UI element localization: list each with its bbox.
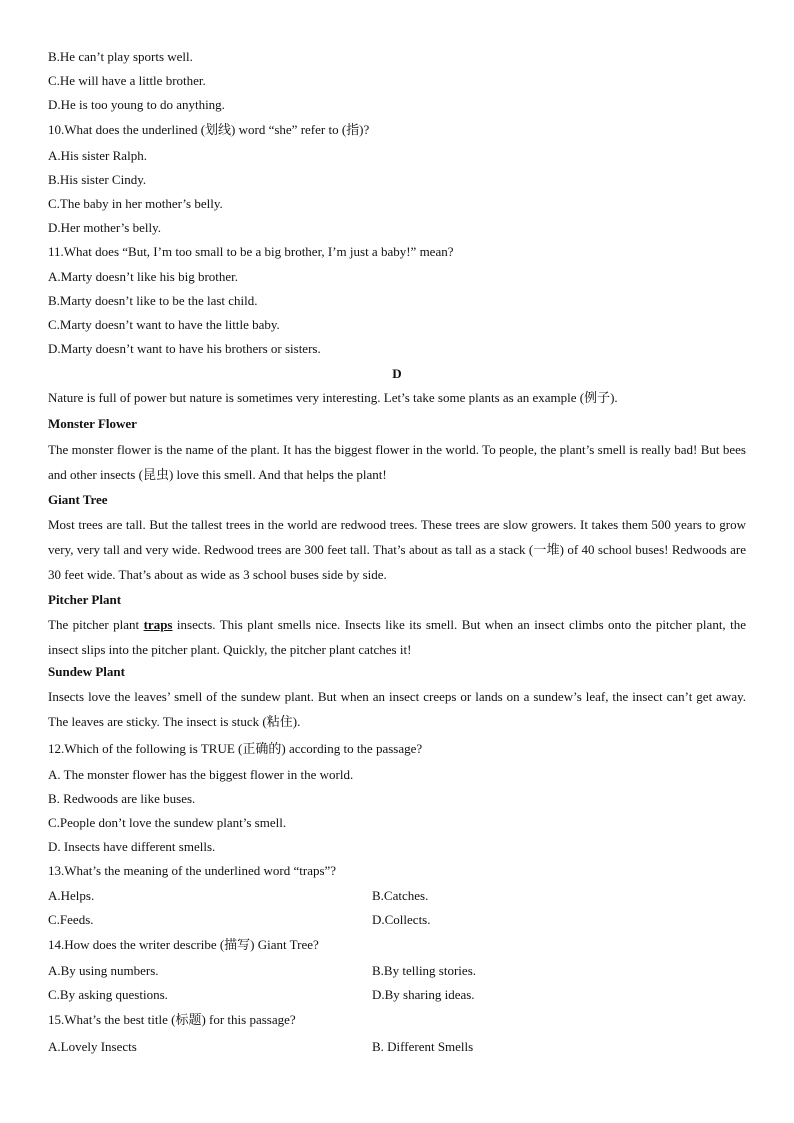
underlined-word-traps: traps: [143, 617, 173, 632]
q15-option-a: A.Lovely Insects: [48, 1039, 137, 1054]
q13-option-a: A.Helps.: [48, 888, 95, 903]
pitcher-text-before: The pitcher plant: [48, 617, 144, 632]
section-text-pitcher-plant: [48, 612, 746, 662]
section-text-monster-flower: The monster flower is the name of the plant. It has the biggest flower in the world. To people, the plant’s smell is really bad! But bees and other insects (昆虫) love this smell. And that helps the plant!: [48, 442, 746, 482]
q11-option-d: D.Marty doesn’t want to have his brothers or sisters.: [48, 341, 321, 356]
q10-option-c: C.The baby in her mother’s belly.: [48, 196, 223, 211]
q11-question: 11.What does “But, I’m too small to be a big brother, I’m just a baby!” mean?: [48, 244, 454, 259]
q12-option-c: C.People don’t love the sundew plant’s smell.: [48, 815, 287, 830]
q12-option-d: D. Insects have different smells.: [48, 839, 216, 854]
section-heading-pitcher-plant: Pitcher Plant: [48, 592, 122, 607]
q14-option-b: B.By telling stories.: [372, 963, 476, 978]
passage-intro: Nature is full of power but nature is sometimes very interesting. Let’s take some plants as an example (例子).: [48, 390, 618, 405]
section-text-giant-tree: Most trees are tall. But the tallest trees in the world are redwood trees. These trees are slow growers. It takes them 500 years to grow very, very tall and very wide. Redwood trees are 300 feet tall. That’s about as tall as a stack (一堆) of 40 school buses! Redwoods are 30 feet wide. That’s about as wide as 3 school buses side by side.: [48, 517, 746, 582]
q14-option-d: D.By sharing ideas.: [372, 987, 475, 1002]
q10-option-d: D.Her mother’s belly.: [48, 220, 162, 235]
passage-letter: D: [392, 366, 402, 381]
q12-option-a: A. The monster flower has the biggest flower in the world.: [48, 767, 354, 782]
section-text-sundew-plant: Insects love the leaves’ smell of the sundew plant. But when an insect creeps or lands on a sundew’s leaf, the insect can’t get away. The leaves are sticky. The insect is stuck (粘住).: [48, 689, 746, 729]
section-heading-giant-tree: Giant Tree: [48, 492, 108, 507]
q13-option-d: D.Collects.: [372, 912, 431, 927]
q13-option-b: B.Catches.: [372, 888, 429, 903]
section-heading-monster-flower: Monster Flower: [48, 416, 137, 431]
q9-option-d: D.He is too young to do anything.: [48, 97, 225, 112]
q15-question: 15.What’s the best title (标题) for this passage?: [48, 1012, 296, 1027]
q10-option-a: A.His sister Ralph.: [48, 148, 147, 163]
q11-option-a: A.Marty doesn’t like his big brother.: [48, 269, 239, 284]
q12-question: 12.Which of the following is TRUE (正确的) according to the passage?: [48, 741, 423, 756]
pitcher-text-after: insects. This plant smells nice. Insects like its smell. But when an insect climbs onto the pitcher plant, the insect slips into the pitcher plant. Quickly, the pitcher plant catches it!: [48, 617, 746, 657]
q14-question: 14.How does the writer describe (描写) Giant Tree?: [48, 937, 319, 952]
q11-option-c: C.Marty doesn’t want to have the little baby.: [48, 317, 280, 332]
q11-option-b: B.Marty doesn’t like to be the last child.: [48, 293, 258, 308]
q10-option-b: B.His sister Cindy.: [48, 172, 147, 187]
section-heading-sundew-plant: Sundew Plant: [48, 664, 125, 679]
q14-option-c: C.By asking questions.: [48, 987, 168, 1002]
q9-option-b: B.He can’t play sports well.: [48, 49, 193, 64]
q15-option-b: B. Different Smells: [372, 1039, 474, 1054]
q13-option-c: C.Feeds.: [48, 912, 94, 927]
q9-option-c: C.He will have a little brother.: [48, 73, 206, 88]
q12-option-b: B. Redwoods are like buses.: [48, 791, 196, 806]
q10-question: 10.What does the underlined (划线) word “she” refer to (指)?: [48, 122, 370, 137]
q14-option-a: A.By using numbers.: [48, 963, 159, 978]
q13-question: 13.What’s the meaning of the underlined word “traps”?: [48, 863, 337, 878]
